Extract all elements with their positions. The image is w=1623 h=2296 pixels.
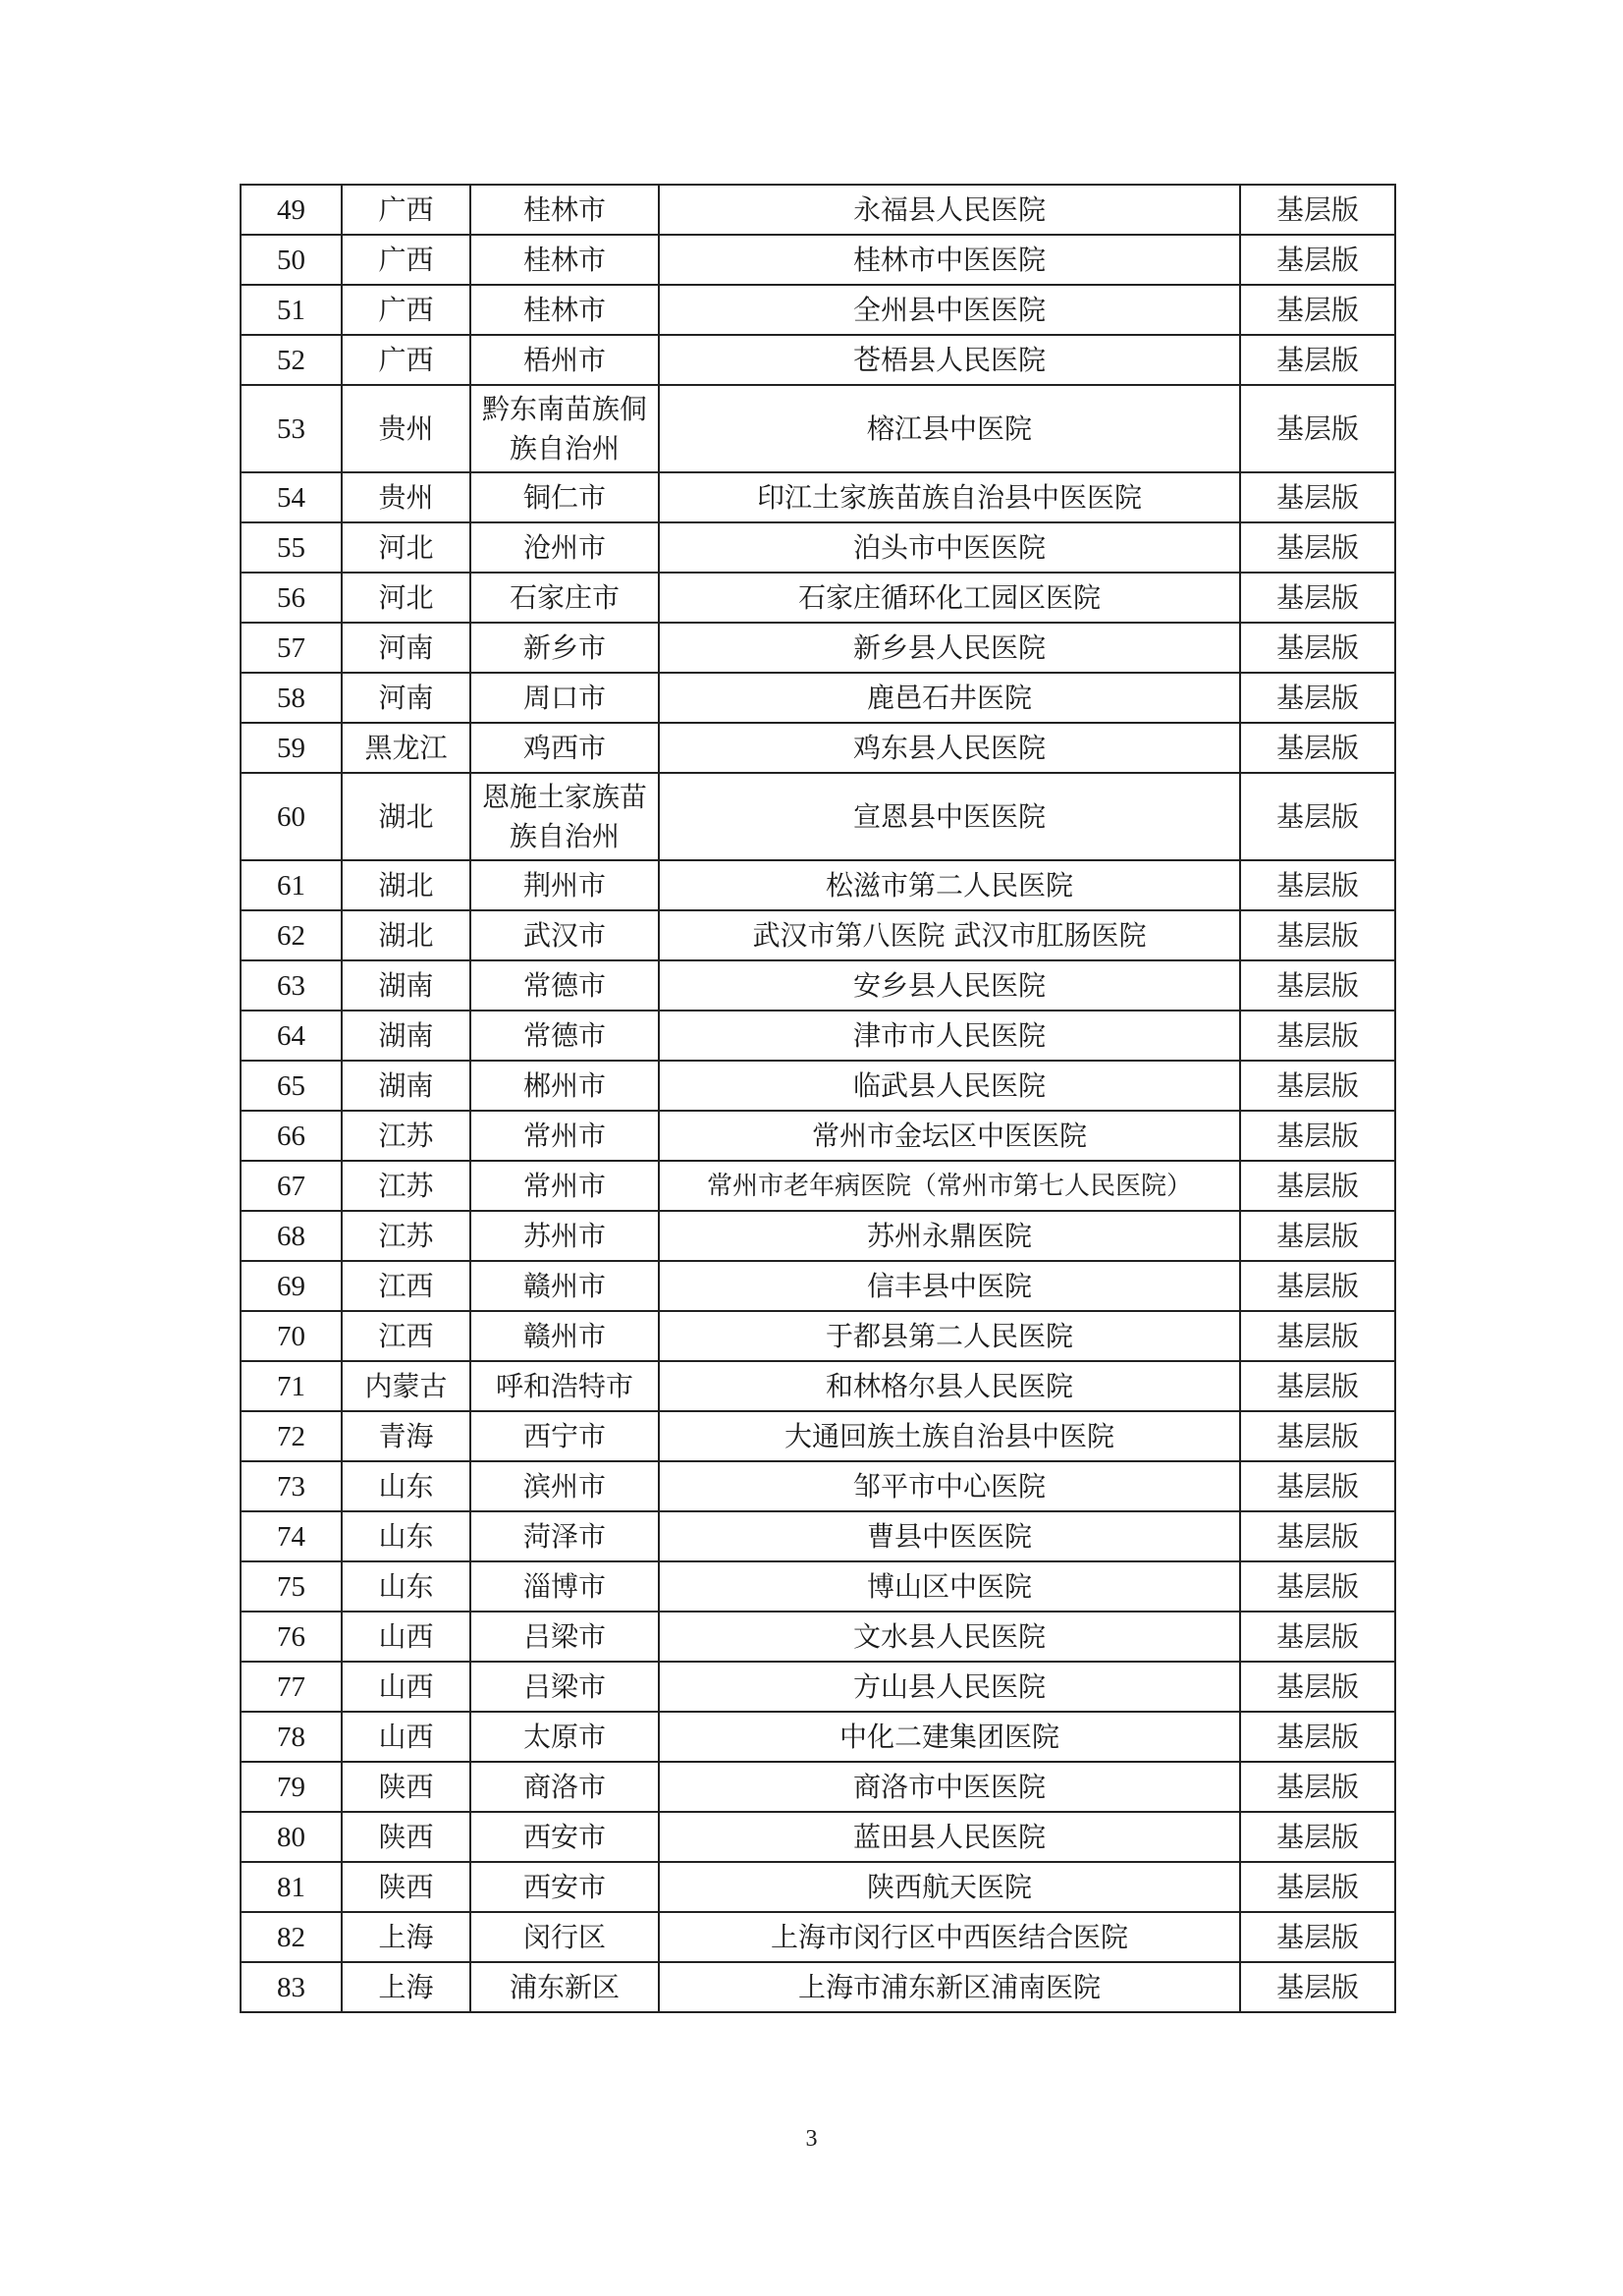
province-cell: 江西: [342, 1311, 470, 1361]
province-cell: 广西: [342, 185, 470, 235]
province-cell: 上海: [342, 1912, 470, 1962]
city-cell: 常州市: [470, 1111, 659, 1161]
table-row: [241, 573, 1395, 623]
row-number-cell: 68: [241, 1211, 342, 1261]
edition-cell: 基层版: [1240, 522, 1395, 573]
city-cell: 菏泽市: [470, 1511, 659, 1561]
row-number-cell: 65: [241, 1061, 342, 1111]
hospital-name-cell: 蓝田县人民医院: [659, 1812, 1240, 1862]
table-row: [241, 185, 1395, 235]
edition-cell: 基层版: [1240, 385, 1395, 472]
province-cell: 江苏: [342, 1111, 470, 1161]
hospital-name-cell: 陕西航天医院: [659, 1862, 1240, 1912]
hospital-name-cell: 津市市人民医院: [659, 1011, 1240, 1061]
hospital-name-cell: 鹿邑石井医院: [659, 673, 1240, 723]
row-number-cell: 63: [241, 960, 342, 1011]
table-row: [241, 1011, 1395, 1061]
edition-cell: 基层版: [1240, 472, 1395, 522]
hospital-name-cell: 新乡县人民医院: [659, 623, 1240, 673]
table-row: [241, 1211, 1395, 1261]
row-number-cell: 69: [241, 1261, 342, 1311]
table-row: [241, 860, 1395, 910]
province-cell: 河北: [342, 522, 470, 573]
table-row: [241, 235, 1395, 285]
city-cell: 沧州市: [470, 522, 659, 573]
table-row: [241, 385, 1395, 472]
city-cell: 商洛市: [470, 1762, 659, 1812]
city-cell: 闵行区: [470, 1912, 659, 1962]
edition-cell: 基层版: [1240, 1511, 1395, 1561]
row-number-cell: 77: [241, 1662, 342, 1712]
hospital-name-cell: 邹平市中心医院: [659, 1461, 1240, 1511]
province-cell: 山西: [342, 1612, 470, 1662]
hospital-name-cell: 石家庄循环化工园区医院: [659, 573, 1240, 623]
hospital-name-cell: 临武县人民医院: [659, 1061, 1240, 1111]
row-number-cell: 70: [241, 1311, 342, 1361]
hospital-name-cell: 松滋市第二人民医院: [659, 860, 1240, 910]
hospital-name-cell: 印江土家族苗族自治县中医医院: [659, 472, 1240, 522]
hospital-name-cell: 博山区中医院: [659, 1561, 1240, 1612]
table-row: [241, 623, 1395, 673]
province-cell: 青海: [342, 1411, 470, 1461]
province-cell: 陕西: [342, 1862, 470, 1912]
hospital-name-cell: 曹县中医医院: [659, 1511, 1240, 1561]
city-cell: 赣州市: [470, 1261, 659, 1311]
province-cell: 山东: [342, 1511, 470, 1561]
edition-cell: 基层版: [1240, 1261, 1395, 1311]
table-row: [241, 910, 1395, 960]
city-cell: 吕梁市: [470, 1612, 659, 1662]
row-number-cell: 57: [241, 623, 342, 673]
hospital-name-cell: 方山县人民医院: [659, 1662, 1240, 1712]
province-cell: 山东: [342, 1561, 470, 1612]
table-body: [241, 185, 1395, 2012]
edition-cell: 基层版: [1240, 1361, 1395, 1411]
edition-cell: 基层版: [1240, 285, 1395, 335]
row-number-cell: 79: [241, 1762, 342, 1812]
province-cell: 山西: [342, 1712, 470, 1762]
city-cell: 桂林市: [470, 285, 659, 335]
table-row: [241, 773, 1395, 860]
table-row: [241, 1862, 1395, 1912]
edition-cell: 基层版: [1240, 1612, 1395, 1662]
city-cell: 石家庄市: [470, 573, 659, 623]
city-cell: 西安市: [470, 1862, 659, 1912]
page-number: 3: [805, 2126, 818, 2152]
edition-cell: 基层版: [1240, 1862, 1395, 1912]
row-number-cell: 83: [241, 1962, 342, 2012]
city-cell: 梧州市: [470, 335, 659, 385]
city-cell: 西安市: [470, 1812, 659, 1862]
edition-cell: 基层版: [1240, 1011, 1395, 1061]
edition-cell: 基层版: [1240, 1411, 1395, 1461]
row-number-cell: 54: [241, 472, 342, 522]
table-row: [241, 723, 1395, 773]
edition-cell: 基层版: [1240, 1812, 1395, 1862]
hospital-name-cell: 武汉市第八医院 武汉市肛肠医院: [659, 910, 1240, 960]
city-cell: 淄博市: [470, 1561, 659, 1612]
province-cell: 河北: [342, 573, 470, 623]
edition-cell: 基层版: [1240, 910, 1395, 960]
row-number-cell: 66: [241, 1111, 342, 1161]
table-row: [241, 1511, 1395, 1561]
table-row: [241, 1161, 1395, 1211]
row-number-cell: 62: [241, 910, 342, 960]
province-cell: 湖北: [342, 773, 470, 860]
edition-cell: 基层版: [1240, 1712, 1395, 1762]
edition-cell: 基层版: [1240, 1461, 1395, 1511]
hospital-name-cell: 榕江县中医院: [659, 385, 1240, 472]
city-cell: 黔东南苗族侗族自治州: [470, 385, 659, 472]
hospital-name-cell: 安乡县人民医院: [659, 960, 1240, 1011]
city-cell: 常德市: [470, 960, 659, 1011]
hospital-name-cell: 商洛市中医医院: [659, 1762, 1240, 1812]
table-row: [241, 1361, 1395, 1411]
province-cell: 湖南: [342, 960, 470, 1011]
city-cell: 苏州市: [470, 1211, 659, 1261]
row-number-cell: 67: [241, 1161, 342, 1211]
province-cell: 河南: [342, 623, 470, 673]
row-number-cell: 50: [241, 235, 342, 285]
row-number-cell: 52: [241, 335, 342, 385]
table-row: [241, 1261, 1395, 1311]
province-cell: 广西: [342, 335, 470, 385]
edition-cell: 基层版: [1240, 860, 1395, 910]
edition-cell: 基层版: [1240, 1762, 1395, 1812]
row-number-cell: 61: [241, 860, 342, 910]
city-cell: 桂林市: [470, 235, 659, 285]
hospital-name-cell: 宣恩县中医医院: [659, 773, 1240, 860]
edition-cell: 基层版: [1240, 185, 1395, 235]
province-cell: 广西: [342, 285, 470, 335]
city-cell: 太原市: [470, 1712, 659, 1762]
city-cell: 鸡西市: [470, 723, 659, 773]
table-row: [241, 1812, 1395, 1862]
row-number-cell: 53: [241, 385, 342, 472]
city-cell: 荆州市: [470, 860, 659, 910]
hospital-name-cell: 文水县人民医院: [659, 1612, 1240, 1662]
table-row: [241, 1712, 1395, 1762]
edition-cell: 基层版: [1240, 623, 1395, 673]
row-number-cell: 78: [241, 1712, 342, 1762]
province-cell: 贵州: [342, 472, 470, 522]
province-cell: 江苏: [342, 1161, 470, 1211]
province-cell: 山西: [342, 1662, 470, 1712]
hospital-name-cell: 上海市闵行区中西医结合医院: [659, 1912, 1240, 1962]
hospital-name-cell: 信丰县中医院: [659, 1261, 1240, 1311]
table-row: [241, 335, 1395, 385]
hospital-name-cell: 苏州永鼎医院: [659, 1211, 1240, 1261]
edition-cell: 基层版: [1240, 1962, 1395, 2012]
hospital-name-cell: 中化二建集团医院: [659, 1712, 1240, 1762]
table-row: [241, 1411, 1395, 1461]
hospital-name-cell: 苍梧县人民医院: [659, 335, 1240, 385]
city-cell: 浦东新区: [470, 1962, 659, 2012]
city-cell: 呼和浩特市: [470, 1361, 659, 1411]
city-cell: 恩施土家族苗族自治州: [470, 773, 659, 860]
row-number-cell: 72: [241, 1411, 342, 1461]
row-number-cell: 71: [241, 1361, 342, 1411]
table-row: [241, 1612, 1395, 1662]
row-number-cell: 49: [241, 185, 342, 235]
city-cell: 滨州市: [470, 1461, 659, 1511]
edition-cell: 基层版: [1240, 1061, 1395, 1111]
hospital-name-cell: 常州市老年病医院（常州市第七人民医院）: [659, 1161, 1240, 1211]
row-number-cell: 55: [241, 522, 342, 573]
edition-cell: 基层版: [1240, 1662, 1395, 1712]
city-cell: 吕梁市: [470, 1662, 659, 1712]
edition-cell: 基层版: [1240, 1561, 1395, 1612]
hospital-name-cell: 上海市浦东新区浦南医院: [659, 1962, 1240, 2012]
row-number-cell: 56: [241, 573, 342, 623]
row-number-cell: 59: [241, 723, 342, 773]
edition-cell: 基层版: [1240, 723, 1395, 773]
province-cell: 上海: [342, 1962, 470, 2012]
edition-cell: 基层版: [1240, 1211, 1395, 1261]
edition-cell: 基层版: [1240, 335, 1395, 385]
edition-cell: 基层版: [1240, 1111, 1395, 1161]
table-row: [241, 1111, 1395, 1161]
city-cell: 武汉市: [470, 910, 659, 960]
province-cell: 贵州: [342, 385, 470, 472]
edition-cell: 基层版: [1240, 1912, 1395, 1962]
row-number-cell: 76: [241, 1612, 342, 1662]
city-cell: 铜仁市: [470, 472, 659, 522]
hospital-name-cell: 永福县人民医院: [659, 185, 1240, 235]
table-row: [241, 1962, 1395, 2012]
table-row: [241, 673, 1395, 723]
row-number-cell: 64: [241, 1011, 342, 1061]
hospital-list-table: [240, 184, 1396, 2013]
table-row: [241, 1461, 1395, 1511]
edition-cell: 基层版: [1240, 673, 1395, 723]
city-cell: 常州市: [470, 1161, 659, 1211]
row-number-cell: 74: [241, 1511, 342, 1561]
edition-cell: 基层版: [1240, 235, 1395, 285]
province-cell: 湖北: [342, 910, 470, 960]
city-cell: 周口市: [470, 673, 659, 723]
table-row: [241, 522, 1395, 573]
province-cell: 陕西: [342, 1812, 470, 1862]
province-cell: 陕西: [342, 1762, 470, 1812]
edition-cell: 基层版: [1240, 960, 1395, 1011]
table-row: [241, 1311, 1395, 1361]
hospital-name-cell: 泊头市中医医院: [659, 522, 1240, 573]
province-cell: 湖南: [342, 1011, 470, 1061]
table-row: [241, 472, 1395, 522]
city-cell: 赣州市: [470, 1311, 659, 1361]
city-cell: 桂林市: [470, 185, 659, 235]
edition-cell: 基层版: [1240, 573, 1395, 623]
row-number-cell: 73: [241, 1461, 342, 1511]
row-number-cell: 60: [241, 773, 342, 860]
table-row: [241, 1762, 1395, 1812]
table-row: [241, 1912, 1395, 1962]
hospital-name-cell: 大通回族土族自治县中医院: [659, 1411, 1240, 1461]
row-number-cell: 82: [241, 1912, 342, 1962]
city-cell: 新乡市: [470, 623, 659, 673]
edition-cell: 基层版: [1240, 1161, 1395, 1211]
province-cell: 江西: [342, 1261, 470, 1311]
hospital-name-cell: 于都县第二人民医院: [659, 1311, 1240, 1361]
city-cell: 常德市: [470, 1011, 659, 1061]
row-number-cell: 51: [241, 285, 342, 335]
province-cell: 河南: [342, 673, 470, 723]
province-cell: 广西: [342, 235, 470, 285]
province-cell: 江苏: [342, 1211, 470, 1261]
row-number-cell: 58: [241, 673, 342, 723]
hospital-name-cell: 桂林市中医医院: [659, 235, 1240, 285]
hospital-name-cell: 和林格尔县人民医院: [659, 1361, 1240, 1411]
hospital-name-cell: 常州市金坛区中医医院: [659, 1111, 1240, 1161]
table-row: [241, 1662, 1395, 1712]
province-cell: 内蒙古: [342, 1361, 470, 1411]
row-number-cell: 75: [241, 1561, 342, 1612]
hospital-name-cell: 全州县中医医院: [659, 285, 1240, 335]
edition-cell: 基层版: [1240, 773, 1395, 860]
row-number-cell: 80: [241, 1812, 342, 1862]
row-number-cell: 81: [241, 1862, 342, 1912]
table-row: [241, 1561, 1395, 1612]
table-row: [241, 1061, 1395, 1111]
province-cell: 湖南: [342, 1061, 470, 1111]
province-cell: 湖北: [342, 860, 470, 910]
table-row: [241, 285, 1395, 335]
table-row: [241, 960, 1395, 1011]
city-cell: 郴州市: [470, 1061, 659, 1111]
province-cell: 黑龙江: [342, 723, 470, 773]
city-cell: 西宁市: [470, 1411, 659, 1461]
edition-cell: 基层版: [1240, 1311, 1395, 1361]
province-cell: 山东: [342, 1461, 470, 1511]
hospital-name-cell: 鸡东县人民医院: [659, 723, 1240, 773]
